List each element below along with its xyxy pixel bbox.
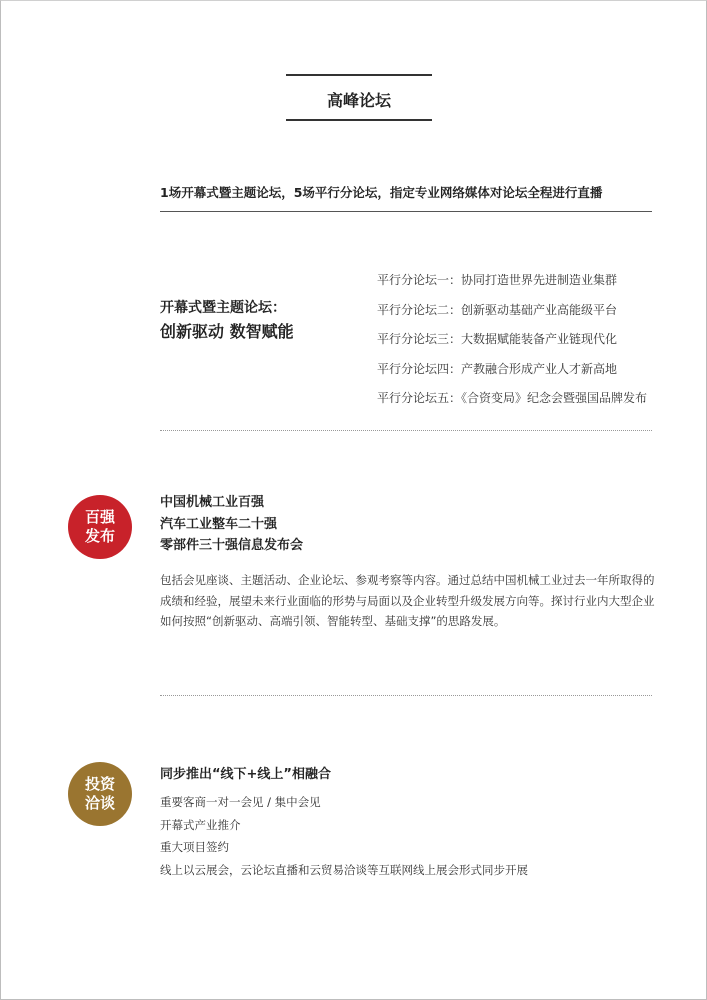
top100-title: 零部件三十强信息发布会 [160, 538, 304, 553]
top100-title: 中国机械工业百强 [160, 495, 265, 510]
top100-description: 包括会见座谈、主题活动、企业论坛、参观考察等内容。通过总结中国机械工业过去一年所取得的成绩和经验，展望未来行业面临的形势与局面以及企业转型升级发展方向等。探讨行业内大型企业如何按照“创新驱动、高端引领、智能转型、基础支撑”的思路发展。 [160, 573, 655, 628]
sub-forum-item: 平行分论坛五：《合资变局》纪念会暨强国品牌发布 [377, 391, 648, 405]
badge-text: 百强 [84, 508, 115, 526]
investment-item: 开幕式产业推介 [160, 817, 241, 832]
top100-titles [160, 492, 303, 557]
main-forum-label: 开幕式暨主题论坛： [160, 300, 286, 316]
investment-item: 重要客商一对一会见 / 集中会见 [160, 795, 321, 809]
sub-forum-list [377, 266, 647, 414]
dotted-divider [160, 430, 652, 431]
sub-forum-item: 平行分论坛三：大数据赋能装备产业链现代化 [377, 332, 618, 346]
main-forum-theme: 创新驱动 数智赋能 [160, 322, 294, 341]
sub-forum-item: 平行分论坛一：协同打造世界先进制造业集群 [377, 273, 618, 287]
investment-badge [68, 762, 132, 826]
investment-item: 线上以云展会，云论坛直播和云贸易洽谈等互联网线上展会形式同步开展 [160, 862, 528, 877]
investment-item: 重大项目签约 [160, 840, 229, 854]
sub-forum-item: 平行分论坛二：创新驱动基础产业高能级平台 [377, 302, 618, 317]
section-title: 高峰论坛 [326, 91, 391, 110]
investment-list [160, 791, 528, 881]
investment-title: 同步推出“线下+线上”相融合 [160, 767, 331, 782]
main-forum [160, 296, 294, 344]
badge-text: 洽谈 [84, 794, 115, 812]
dotted-divider [160, 695, 652, 696]
title-bottom-rule [286, 119, 432, 121]
badge-text: 发布 [84, 527, 115, 545]
title-top-rule [286, 74, 432, 76]
top100-title: 汽车工业整车二十强 [160, 516, 278, 532]
forum-intro: 1场开幕式暨主题论坛，5场平行分论坛，指定专业网络媒体对论坛全程进行直播 [160, 185, 603, 200]
top100-badge [68, 495, 132, 559]
sub-forum-item: 平行分论坛四：产教融合形成产业人才新高地 [377, 361, 618, 376]
badge-text: 投资 [84, 775, 115, 793]
intro-divider [160, 211, 652, 212]
